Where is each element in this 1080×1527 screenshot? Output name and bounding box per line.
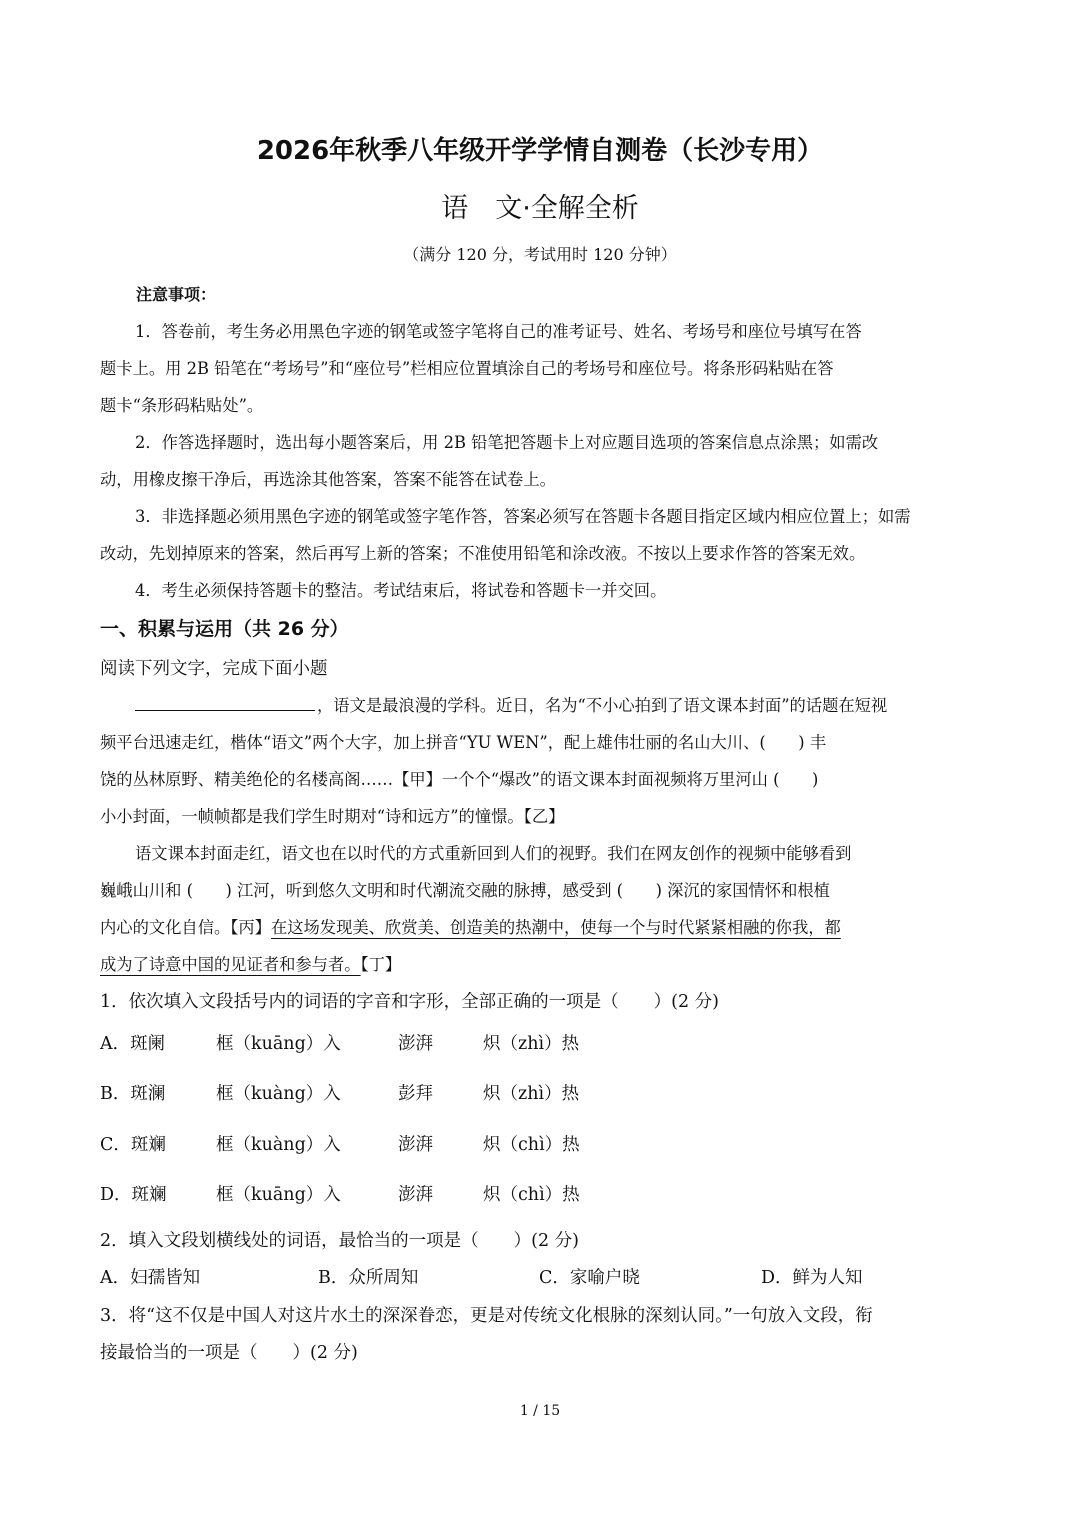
option-a-word2: 澎湃 bbox=[398, 1034, 433, 1054]
page-number: 1 / 15 bbox=[519, 1403, 561, 1419]
option-a-pinyin2: 炽（zhì）热 bbox=[483, 1034, 580, 1054]
option-b-word: B．斑澜 bbox=[100, 1084, 166, 1104]
passage-line: 成为了诗意中国的见证者和参与者。【丁】 bbox=[100, 955, 402, 974]
question-1-stem: 1．依次填入文段括号内的词语的字音和字形，全部正确的一项是（ ）(2 分) bbox=[100, 992, 719, 1012]
option-d-word: D．斑斓 bbox=[100, 1185, 167, 1205]
notice-line: 题卡上。用 2B 铅笔在“考场号”和“座位号”栏相应位置填涂自己的考场号和座位号。将条形码粘贴在答 bbox=[100, 359, 834, 378]
question-3-stem-cont: 接最恰当的一项是（ ）(2 分) bbox=[100, 1343, 358, 1363]
section-heading: 一、积累与运用（共 26 分） bbox=[100, 618, 349, 640]
notice-heading: 注意事项： bbox=[136, 285, 217, 304]
underlined-sentence: 在这场发现美、欣赏美、创造美的热潮中，使每一个与时代紧紧相融的你我，都 bbox=[270, 918, 841, 937]
notice-line: 4．考生必须保持答题卡的整洁。考试结束后，将试卷和答题卡一并交回。 bbox=[135, 581, 667, 600]
notice-line: 3．非选择题必须用黑色字迹的钢笔或签字笔作答，答案必须写在答题卡各题目指定区域内相应位置上；如需 bbox=[135, 507, 911, 526]
option-a: A．妇孺皆知 bbox=[100, 1268, 201, 1288]
passage-line: 语文课本封面走红，语文也在以时代的方式重新回到人们的视野。我们在网友创作的视频中能够看到 bbox=[135, 844, 852, 863]
notice-line: 2．作答选择题时，选出每小题答案后，用 2B 铅笔把答题卡上对应题目选项的答案信息点涂黑；如需改 bbox=[135, 433, 879, 452]
passage-line: ，语文是最浪漫的学科。近日，名为“不小心拍到了语文课本封面”的话题在短视 bbox=[100, 692, 980, 716]
notice-line: 题卡“条形码粘贴处”。 bbox=[100, 396, 264, 415]
notice-line: 动，用橡皮擦干净后，再选涂其他答案，答案不能答在试卷上。 bbox=[100, 470, 556, 489]
notice-line: 改动，先划掉原来的答案，然后再写上新的答案；不准使用铅笔和涂改液。不按以上要求作答的答案无效。 bbox=[100, 544, 866, 563]
option-c-word2: 澎湃 bbox=[398, 1135, 433, 1155]
option-c-word: C．斑斓 bbox=[100, 1135, 166, 1155]
exam-meta: （满分 120 分，考试用时 120 分钟） bbox=[403, 245, 677, 264]
option-a-word: A．斑阑 bbox=[100, 1034, 166, 1054]
reading-instruction: 阅读下列文字，完成下面小题 bbox=[100, 659, 328, 679]
question-3-stem: 3．将“这不仅是中国人对这片水土的深深眷恋，更是对传统文化根脉的深刻认同。”一句放入文段，衔 bbox=[100, 1306, 873, 1326]
underlined-sentence: 成为了诗意中国的见证者和参与者。 bbox=[100, 955, 361, 974]
option-d-word2: 澎湃 bbox=[398, 1185, 433, 1205]
passage-line: 内心的文化自信。【丙】在这场发现美、欣赏美、创造美的热潮中，使每一个与时代紧紧相融的你我，都 bbox=[100, 918, 841, 937]
option-b: B．众所周知 bbox=[318, 1268, 419, 1288]
option-b-pinyin2: 炽（zhì）热 bbox=[483, 1084, 580, 1104]
option-d-pinyin2: 炽（chì）热 bbox=[483, 1185, 580, 1205]
option-b-pinyin: 框（kuàng）入 bbox=[216, 1084, 341, 1104]
passage-line: 巍峨山川和 ( ) 江河，听到悠久文明和时代潮流交融的脉搏，感受到 ( ) 深沉的家国情怀和根植 bbox=[100, 881, 830, 900]
option-a-pinyin: 框（kuāng）入 bbox=[216, 1034, 341, 1054]
exam-title: 2026年秋季八年级开学学情自测卷（长沙专用） bbox=[256, 136, 824, 166]
option-d: D．鲜为人知 bbox=[761, 1268, 863, 1288]
option-c-pinyin2: 炽（chì）热 bbox=[483, 1135, 580, 1155]
notice-line: 1．答卷前，考生务必用黑色字迹的钢笔或签字笔将自己的准考证号、姓名、考场号和座位号填写在答 bbox=[135, 322, 862, 341]
option-d-pinyin: 框（kuāng）入 bbox=[216, 1185, 341, 1205]
option-b-word2: 彭拜 bbox=[398, 1084, 433, 1104]
passage-line: 饶的丛林原野、精美绝伦的名楼高阁……【甲】一个个“爆改”的语文课本封面视频将万里河山 ( ) bbox=[100, 770, 819, 789]
passage-line: 频平台迅速走红，楷体“语文”两个大字，加上拼音“YU WEN”，配上雄伟壮丽的名山大川、( ) 丰 bbox=[100, 733, 827, 752]
exam-subtitle: 语 文·全解全析 bbox=[441, 193, 639, 224]
option-c: C．家喻户晓 bbox=[539, 1268, 640, 1288]
option-c-pinyin: 框（kuàng）入 bbox=[216, 1135, 341, 1155]
fill-blank-line bbox=[135, 709, 315, 711]
question-2-stem: 2．填入文段划横线处的词语，最恰当的一项是（ ）(2 分) bbox=[100, 1231, 579, 1251]
passage-line: 小小封面，一帧帧都是我们学生时期对“诗和远方”的憧憬。【乙】 bbox=[100, 807, 565, 826]
